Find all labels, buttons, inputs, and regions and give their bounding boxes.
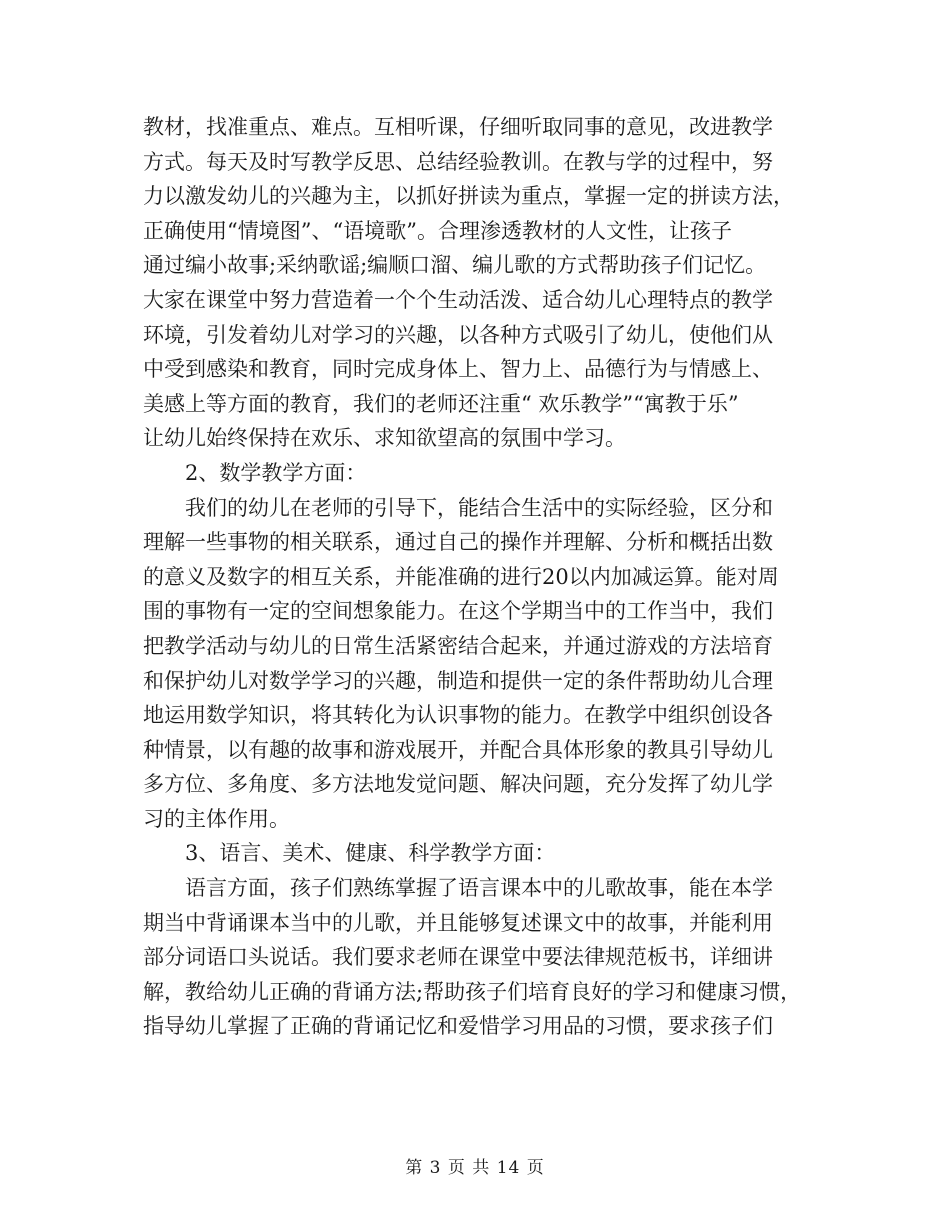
text-line: 习的主体作用。 <box>143 806 290 831</box>
text-line: 围的事物有一定的空间想象能力。在这个学期当中的工作当中，我们 <box>143 599 773 624</box>
section-heading: 2、数学教学方面： <box>143 460 367 485</box>
text-line: 环境，引发着幼儿对学习的兴趣，以各种方式吸引了幼儿，使他们从 <box>143 322 773 347</box>
text-line: 把教学活动与幼儿的日常生活紧密结合起来，并通过游戏的方法培育 <box>143 633 773 658</box>
text-line: 地运用数学知识，将其转化为认识事物的能力。在教学中组织创设各 <box>143 703 773 728</box>
text-line: 期当中背诵课本当中的儿歌，并且能够复述课文中的故事，并能利用 <box>143 910 773 935</box>
text-line: 种情景，以有趣的故事和游戏展开，并配合具体形象的教具引导幼儿 <box>143 737 773 762</box>
text-line: 和保护幼儿对数学学习的兴趣，制造和提供一定的条件帮助幼儿合理 <box>143 668 773 693</box>
text-line: 语言方面，孩子们熟练掌握了语言课本中的儿歌故事，能在本学 <box>143 876 773 901</box>
section-heading: 3、语言、美术、健康、科学教学方面： <box>143 841 556 866</box>
text-line: 力以激发幼儿的兴趣为主，以抓好拼读为重点，掌握一定的拼读方法， <box>143 184 794 209</box>
text-line: 的意义及数字的相互关系，并能准确的进行20以内加减运算。能对周 <box>143 564 779 589</box>
text-line: 方式。每天及时写教学反思、总结经验教训。在教与学的过程中，努 <box>143 149 773 174</box>
text-line: 解，教给幼儿正确的背诵方法;帮助孩子们培育良好的学习和健康习惯， <box>143 979 802 1004</box>
text-line: 部分词语口头说话。我们要求老师在课堂中要法律规范板书，详细讲 <box>143 945 773 970</box>
text-line: 多方位、多角度、多方法地发觉问题、解决问题，充分发挥了幼儿学 <box>143 772 773 797</box>
text-line: 美感上等方面的教育，我们的老师还注重“ 欢乐教学”“寓教于乐” <box>143 391 739 416</box>
text-line: 中受到感染和教育，同时完成身体上、智力上、品德行为与情感上、 <box>143 357 773 382</box>
document-body <box>143 110 808 1044</box>
text-line: 理解一些事物的相关联系，通过自己的操作并理解、分析和概括出数 <box>143 530 773 555</box>
text-line: 通过编小故事;采纳歌谣;编顺口溜、编儿歌的方式帮助孩子们记忆。 <box>143 253 767 278</box>
text-line: 大家在课堂中努力营造着一个个生动活泼、适合幼儿心理特点的教学 <box>143 287 773 312</box>
text-line: 正确使用“情境图”、“语境歌”。合理渗透教材的人文性，让孩子 <box>143 218 732 243</box>
text-line: 指导幼儿掌握了正确的背诵记忆和爱惜学习用品的习惯，要求孩子们 <box>143 1014 773 1039</box>
text-line: 让幼儿始终保持在欢乐、求知欲望高的氛围中学习。 <box>143 426 626 451</box>
text-line: 我们的幼儿在老师的引导下，能结合生活中的实际经验，区分和 <box>143 495 773 520</box>
text-line: 教材，找准重点、难点。互相听课，仔细听取同事的意见，改进教学 <box>143 115 773 139</box>
page-number-footer: 第 3 页 共 14 页 <box>405 1158 545 1178</box>
